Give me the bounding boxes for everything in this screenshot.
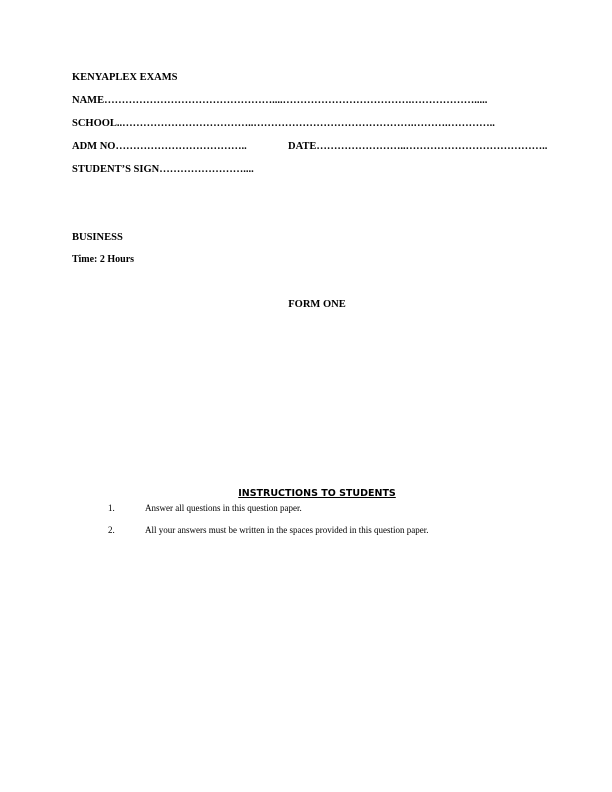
list-item xyxy=(108,503,568,525)
instruction-text: All your answers must be written in the spaces provided in this question paper. xyxy=(145,525,429,535)
instructions-heading: INSTRUCTIONS TO STUDENTS xyxy=(238,488,396,499)
name-field-line: NAME…………………………………………....……………………………….………………..... xyxy=(72,95,488,106)
subject-title: BUSINESS xyxy=(72,232,123,243)
instruction-number: 1. xyxy=(108,503,115,513)
list-item xyxy=(108,525,568,547)
date-field-line: DATE……………………..………………………………….. xyxy=(288,141,548,152)
adm-no-field-line: ADM NO……………………………….. xyxy=(72,141,247,152)
instruction-text: Answer all questions in this question paper. xyxy=(145,503,302,513)
form-level: FORM ONE xyxy=(288,299,346,310)
student-sign-field-line: STUDENT’S SIGN…………………….... xyxy=(72,164,254,175)
exam-duration: Time: 2 Hours xyxy=(72,254,135,265)
instruction-number: 2. xyxy=(108,525,115,535)
instructions-list xyxy=(108,503,568,547)
institution-name: KENYAPLEX EXAMS xyxy=(72,72,178,83)
school-field-line: SCHOOL..………………………………..……………………………………….……….………….. xyxy=(72,118,495,129)
